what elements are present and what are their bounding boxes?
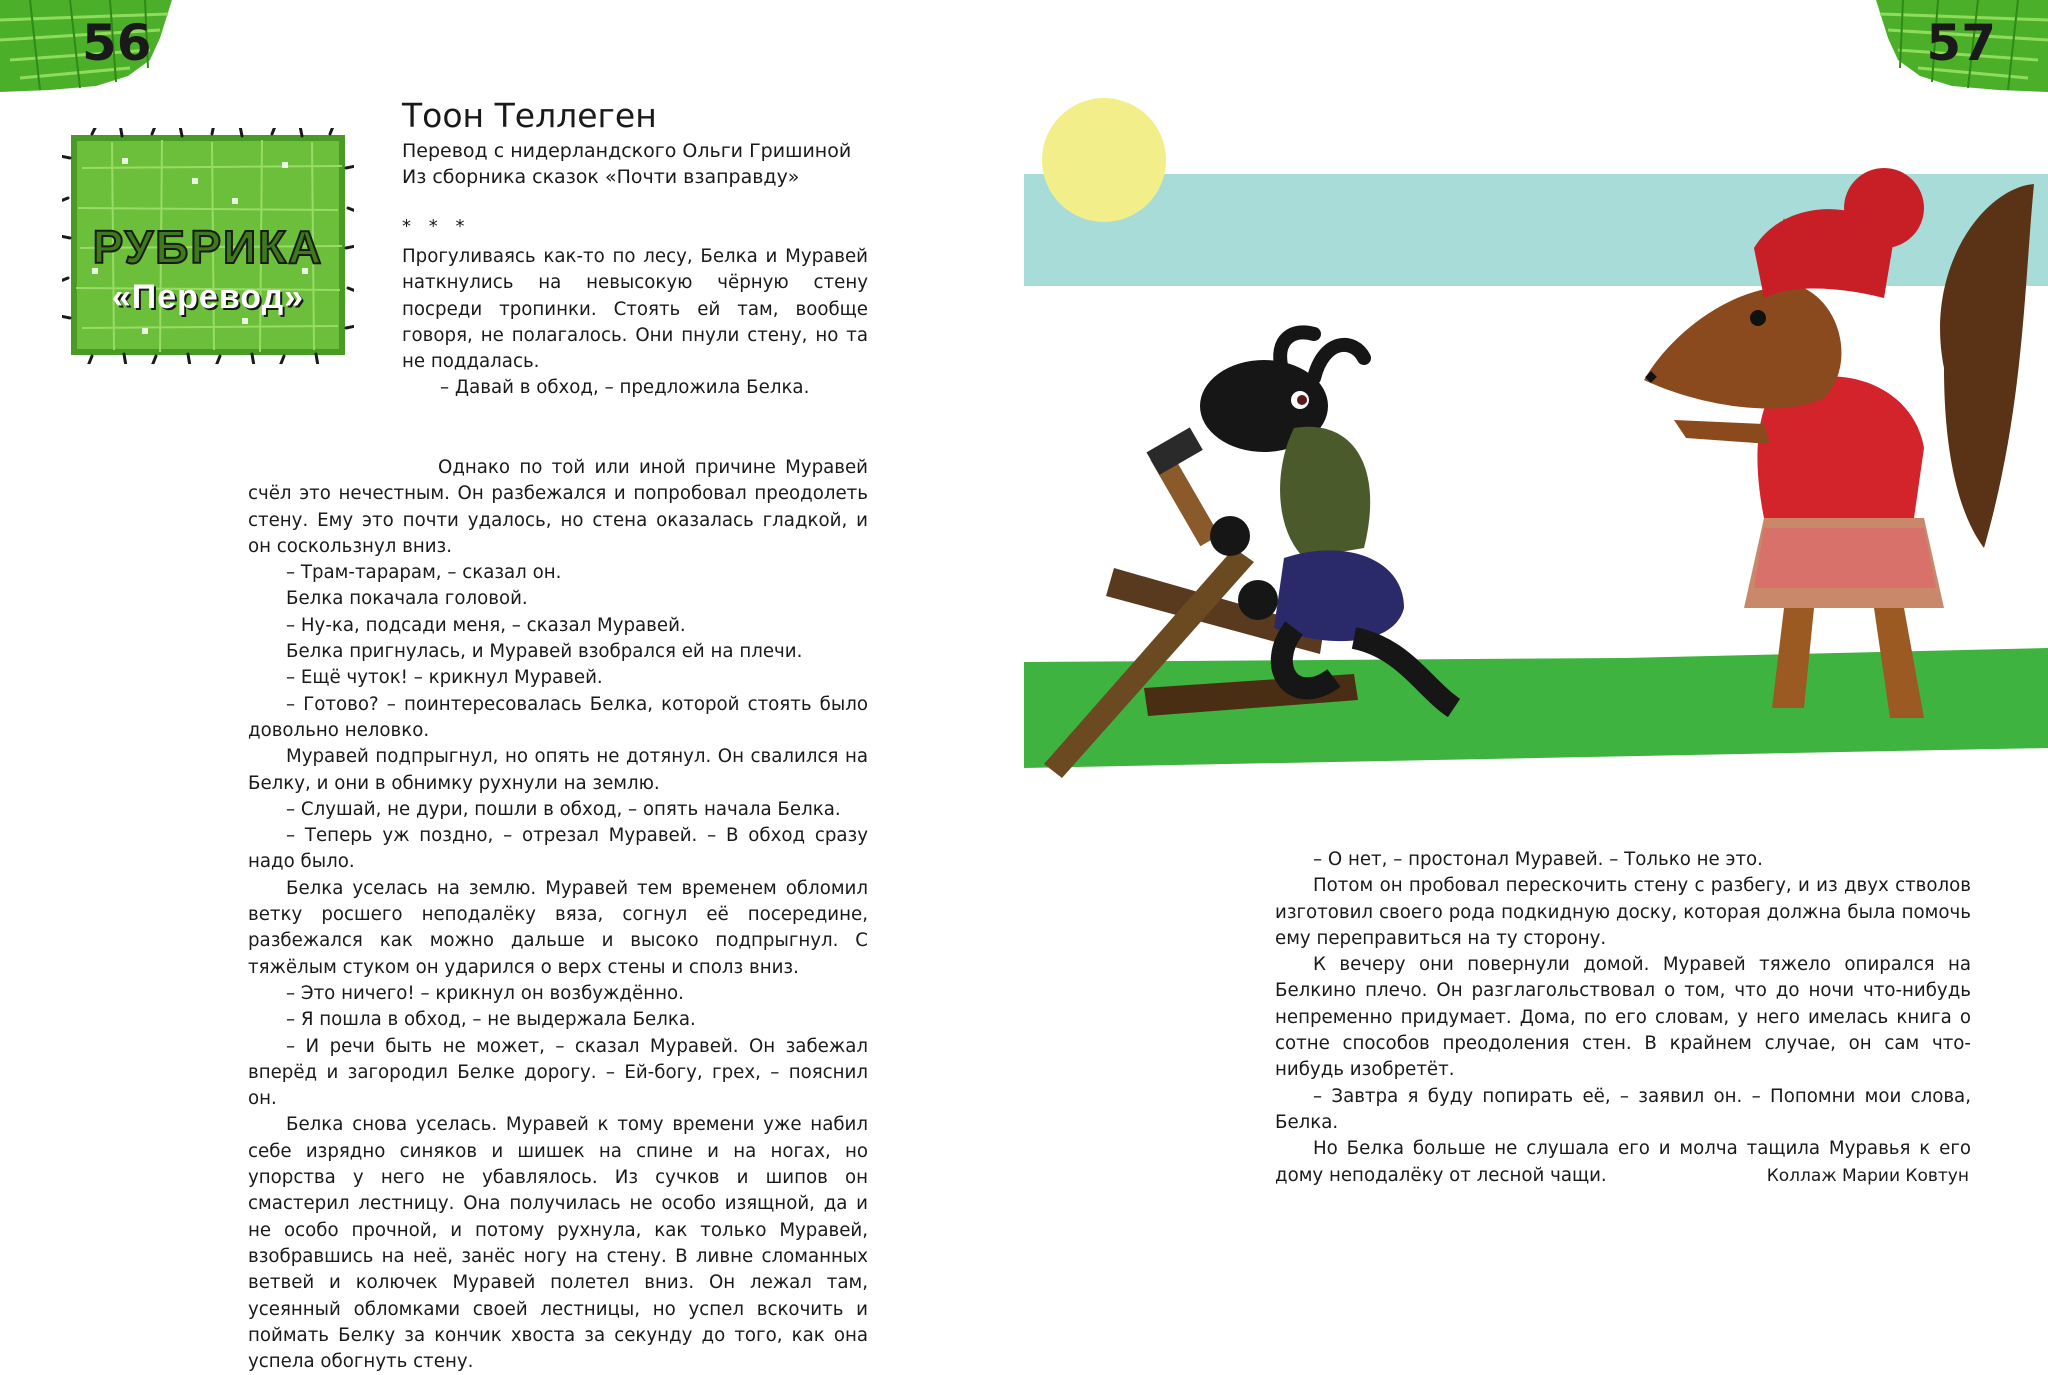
paragraph: Муравей подпрыгнул, но опять не дотянул. Он свалился на Белку, и они в обнимку рухнули на землю.	[248, 746, 868, 794]
author-name: Тоон Теллеген	[402, 96, 657, 135]
paragraph: – Трам-тарарам, – сказал он.	[286, 562, 562, 584]
rubric-title: РУБРИКА	[92, 221, 324, 273]
paragraph: – Готово? – поинтересовалась Белка, которой стоять было довольно неловко.	[248, 693, 868, 741]
paragraph: Однако по той или иной причине Муравей счёл это нечестным. Он разбежался и попробовал преодолеть стену. Ему это почти удалось, но стена оказалась гладкой, и он соскользнул вниз.	[248, 457, 868, 557]
collage-illustration	[1024, 88, 2048, 828]
paragraph: – Я пошла в обход, – не выдержала Белка.	[286, 1009, 696, 1031]
paragraph: Но Белка больше не слушала его и молча тащила Муравья к его дому неподалёку от лесной чащи.	[1275, 1138, 1971, 1186]
paragraph: Белка покачала головой.	[286, 588, 528, 610]
paragraph: – Слушай, не дури, пошли в обход, – опять начала Белка.	[286, 798, 841, 820]
illustration-credit: Коллаж Марии Ковтун	[1766, 1166, 1969, 1186]
paragraph: Прогуливаясь как-то по лесу, Белка и Муравей наткнулись на невысокую чёрную стену посреди тропинки. Стоять ей там, вообще говоря, не полагалось. Они пнули стену, но та не поддалась.	[402, 246, 868, 373]
paragraph: – Давай в обход, – предложила Белка.	[440, 377, 810, 399]
page-number-right: 57	[1926, 14, 1996, 72]
story-text-right	[1275, 847, 1971, 1189]
story-text-left-wide	[248, 455, 868, 1375]
story-text-left-narrow	[402, 244, 868, 402]
paragraph: Белка уселась на землю. Муравей тем временем обломил ветку росшего неподалёку вяза, согнул её посередине, разбежался как можно дальше и высоко подпрыгнул. С тяжёлым стуком он ударился о верх стены и сполз вниз.	[248, 877, 868, 978]
page-number-left: 56	[82, 14, 152, 72]
paragraph: – И речи быть не может, – сказал Муравей. Он забежал вперёд и загородил Белке дорогу. – Ей-богу, грех, – пояснил он.	[248, 1035, 868, 1110]
paragraph: – Ещё чуток! – крикнул Муравей.	[286, 667, 603, 689]
sun-shape	[1042, 98, 1166, 222]
paragraph: – Теперь уж поздно, – отрезал Муравей. – В обход сразу надо было.	[248, 825, 868, 873]
rubric-badge	[62, 128, 354, 364]
paragraph: – Завтра я буду попирать её, – заявил он. – Попомни мои слова, Белка.	[1275, 1085, 1971, 1133]
paragraph: Белка пригнулась, и Муравей взобрался ей на плечи.	[286, 641, 803, 663]
source-collection: Из сборника сказок «Почти взаправду»	[402, 166, 800, 188]
rubric-subtitle: «Перевод»	[111, 278, 305, 316]
ant-figure	[1146, 332, 1454, 708]
section-stars: * * *	[402, 216, 471, 237]
translator-credit: Перевод с нидерландского Ольги Гришиной	[402, 140, 852, 162]
paragraph: Белка снова уселась. Муравей к тому времени уже набил себе изрядно синяков и шишек на спине и на ногах, но упорства у него не убавлялось. Из сучков и шипов он смастерил лестницу. Она получилась не особо изящной, да и не особо прочной, и потому рухнула, как только Муравей, взобравшись на неё, занёс ногу на стену. В ливне сломанных ветвей и колючек Муравей полетел вниз. Он лежал там, усеянный обломками своей лестницы, но успел вскочить и поймать Белку за кончик хвоста за секунду до того, как она успела обогнуть стену.	[248, 1114, 868, 1373]
paragraph: Потом он пробовал перескочить стену с разбегу, и из двух стволов изготовил своего рода подкидную доску, которая должна была помочь ему переправиться на ту сторону.	[1275, 875, 1971, 949]
paragraph: – О нет, – простонал Муравей. – Только не это.	[1313, 849, 1763, 870]
paragraph: – Это ничего! – крикнул он возбуждённо.	[286, 982, 684, 1004]
paragraph: – Ну-ка, подсади меня, – сказал Муравей.	[286, 614, 686, 636]
paragraph: К вечеру они повернули домой. Муравей тяжело опирался на Белкино плечо. Он разглагольствовал о том, что до ночи что-нибудь непременно придумает. Дома, по его словам, у него имелась книга о сотне способов преодоления стен. В крайнем случае, он сам что-нибудь изобретёт.	[1275, 954, 1971, 1081]
